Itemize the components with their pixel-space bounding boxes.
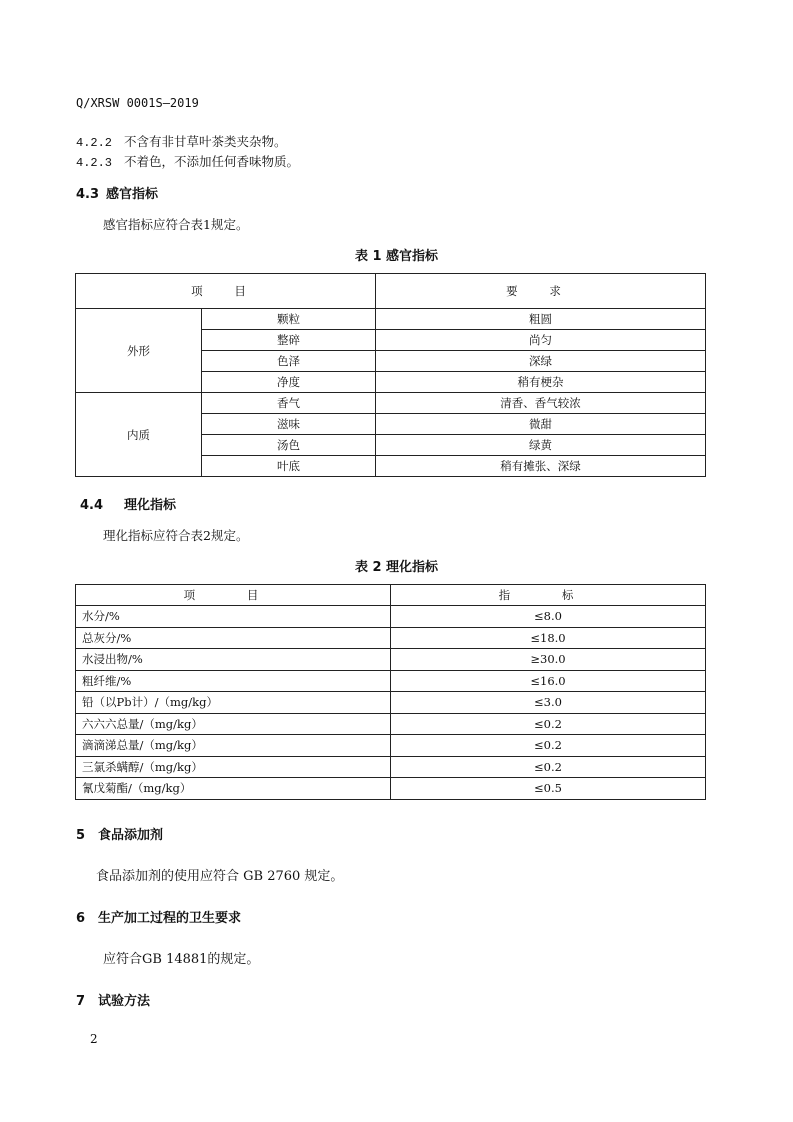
table-cell-item: 水分/% bbox=[76, 606, 391, 628]
table-cell-item: 整碎 bbox=[202, 330, 376, 351]
section-heading-7 bbox=[76, 990, 150, 1009]
table-cell-item: 铅（以Pb计）/（mg/kg） bbox=[76, 692, 391, 714]
table-cell-value: ≤0.2 bbox=[391, 713, 706, 735]
table-row bbox=[76, 778, 706, 800]
table-cell-value: ≤16.0 bbox=[391, 670, 706, 692]
section-heading-5 bbox=[76, 824, 163, 843]
table-cell-item: 净度 bbox=[202, 372, 376, 393]
table-cell-item: 氰戊菊酯/（mg/kg） bbox=[76, 778, 391, 800]
table-cell-value: ≤0.2 bbox=[391, 735, 706, 757]
clause-number: 4.2.3 bbox=[76, 156, 113, 170]
group-label: 外形 bbox=[76, 309, 202, 393]
table-row bbox=[76, 713, 706, 735]
table-row bbox=[76, 393, 706, 414]
table-cell-value: ≥30.0 bbox=[391, 649, 706, 671]
table-cell-requirement: 粗圆 bbox=[376, 309, 706, 330]
table-header-row bbox=[76, 274, 706, 309]
column-header-requirement: 要 求 bbox=[376, 274, 706, 309]
table-cell-requirement: 深绿 bbox=[376, 351, 706, 372]
table-cell-value: ≤3.0 bbox=[391, 692, 706, 714]
clause-number: 4.2.2 bbox=[76, 136, 113, 150]
sensory-indicators-table bbox=[75, 273, 706, 477]
section-title: 理化指标 bbox=[124, 498, 177, 513]
table-cell-item: 叶底 bbox=[202, 456, 376, 477]
section-title: 生产加工过程的卫生要求 bbox=[98, 911, 242, 926]
table-row bbox=[76, 735, 706, 757]
section-title: 感官指标 bbox=[106, 187, 159, 202]
column-header-indicator: 指 标 bbox=[391, 585, 706, 606]
table-cell-value: ≤0.2 bbox=[391, 756, 706, 778]
table-cell-item: 总灰分/% bbox=[76, 627, 391, 649]
table-cell-requirement: 尚匀 bbox=[376, 330, 706, 351]
table-cell-value: ≤18.0 bbox=[391, 627, 706, 649]
table-cell-requirement: 绿黄 bbox=[376, 435, 706, 456]
table-row bbox=[76, 627, 706, 649]
table-cell-requirement: 清香、香气较浓 bbox=[376, 393, 706, 414]
table-row bbox=[76, 606, 706, 628]
table2-caption: 表 2 理化指标 bbox=[354, 560, 439, 575]
table-cell-item: 粗纤维/% bbox=[76, 670, 391, 692]
table-cell-requirement: 微甜 bbox=[376, 414, 706, 435]
table-cell-item: 六六六总量/（mg/kg） bbox=[76, 713, 391, 735]
section-title: 食品添加剂 bbox=[98, 828, 164, 843]
table-cell-item: 三氯杀螨醇/（mg/kg） bbox=[76, 756, 391, 778]
table-row bbox=[76, 309, 706, 330]
clause-text: 不含有非甘草叶茶类夹杂物。 bbox=[124, 134, 287, 149]
table-row bbox=[76, 692, 706, 714]
table-row bbox=[76, 670, 706, 692]
table-cell-requirement: 稍有梗杂 bbox=[376, 372, 706, 393]
clause-4-2-3 bbox=[76, 152, 299, 170]
clause-4-2-2 bbox=[76, 132, 287, 150]
section-title: 试验方法 bbox=[98, 994, 151, 1009]
table-cell-item: 颗粒 bbox=[202, 309, 376, 330]
section-4-4-paragraph: 理化指标应符合表2规定。 bbox=[103, 528, 249, 543]
section-number: 7 bbox=[76, 994, 86, 1009]
group-label: 内质 bbox=[76, 393, 202, 477]
section-number: 4.4 bbox=[80, 498, 104, 513]
table-cell-item: 滋味 bbox=[202, 414, 376, 435]
physicochemical-indicators-table bbox=[75, 584, 706, 800]
section-heading-4-3 bbox=[76, 183, 158, 202]
table-cell-item: 水浸出物/% bbox=[76, 649, 391, 671]
table-cell-item: 汤色 bbox=[202, 435, 376, 456]
column-header-item: 项 目 bbox=[76, 585, 391, 606]
table-cell-requirement: 稍有摊张、深绿 bbox=[376, 456, 706, 477]
table-row bbox=[76, 649, 706, 671]
table-cell-value: ≤0.5 bbox=[391, 778, 706, 800]
clause-text: 不着色，不添加任何香味物质。 bbox=[124, 154, 300, 169]
standard-code-header: Q/XRSW 0001S—2019 bbox=[76, 96, 199, 110]
table1-caption: 表 1 感官指标 bbox=[354, 249, 439, 264]
table-header-row bbox=[76, 585, 706, 606]
section-6-paragraph: 应符合GB 14881的规定。 bbox=[103, 952, 260, 967]
section-heading-6 bbox=[76, 907, 241, 926]
table-cell-value: ≤8.0 bbox=[391, 606, 706, 628]
table-cell-item: 香气 bbox=[202, 393, 376, 414]
page-number: 2 bbox=[90, 1032, 98, 1046]
column-header-item: 项 目 bbox=[76, 274, 376, 309]
table-cell-item: 滴滴涕总量/（mg/kg） bbox=[76, 735, 391, 757]
section-heading-4-4 bbox=[80, 494, 176, 513]
table-row bbox=[76, 756, 706, 778]
section-number: 4.3 bbox=[76, 187, 100, 202]
table-cell-item: 色泽 bbox=[202, 351, 376, 372]
section-4-3-paragraph: 感官指标应符合表1规定。 bbox=[103, 217, 249, 232]
section-number: 5 bbox=[76, 828, 86, 843]
section-5-paragraph: 食品添加剂的使用应符合 GB 2760 规定。 bbox=[96, 869, 344, 884]
section-number: 6 bbox=[76, 911, 86, 926]
